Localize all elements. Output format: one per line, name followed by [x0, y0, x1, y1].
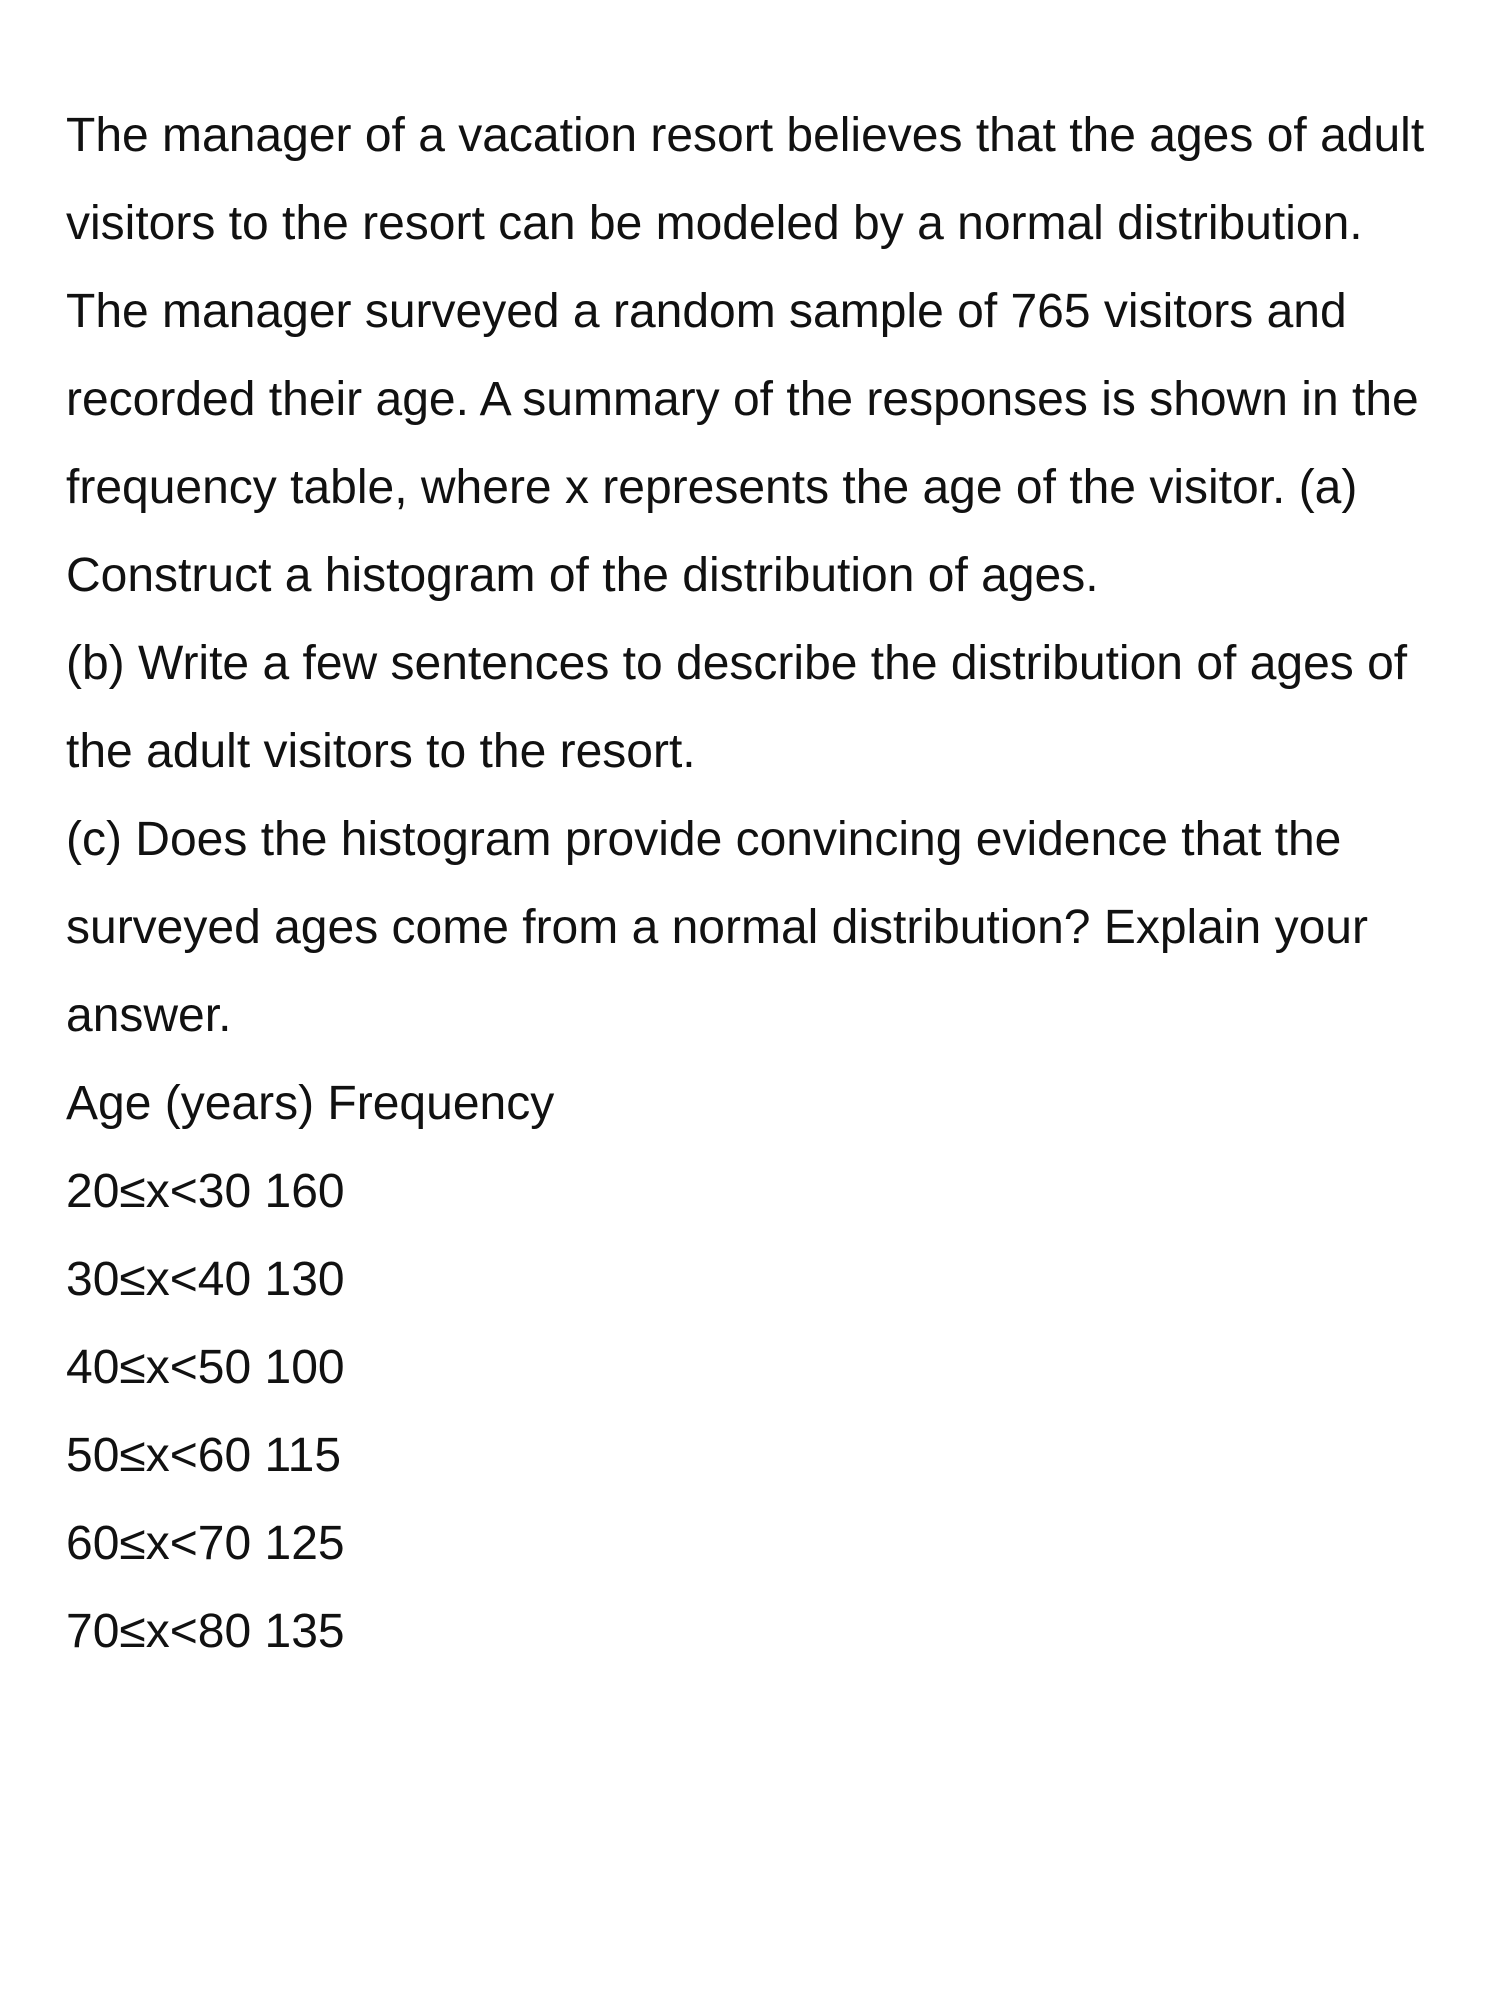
table-header: Age (years) Frequency — [66, 1077, 555, 1130]
problem-document — [66, 92, 1446, 1676]
table-row: 70≤x<80 135 — [66, 1605, 345, 1658]
part-b-question: (b) Write a few sentences to describe the distribution of ages of the adult visitors to the resort. — [66, 637, 1408, 778]
table-row: 30≤x<40 130 — [66, 1253, 345, 1306]
table-row: 50≤x<60 115 — [66, 1429, 342, 1482]
problem-intro: The manager of a vacation resort believes that the ages of adult visitors to the resort can be modeled by a normal distribution. The manager surveyed a random sample of 765 visitors and recorded their age. A summary of the responses is shown in the frequency table, where x represents the age of the visitor. (a) Construct a histogram of the distribution of ages. — [66, 109, 1425, 602]
table-row: 60≤x<70 125 — [66, 1517, 345, 1570]
table-row: 40≤x<50 100 — [66, 1341, 345, 1394]
frequency-table — [66, 1060, 1446, 1676]
part-c-question: (c) Does the histogram provide convincing evidence that the surveyed ages come from a normal distribution? Explain your answer. — [66, 813, 1368, 1042]
table-row: 20≤x<30 160 — [66, 1165, 345, 1218]
